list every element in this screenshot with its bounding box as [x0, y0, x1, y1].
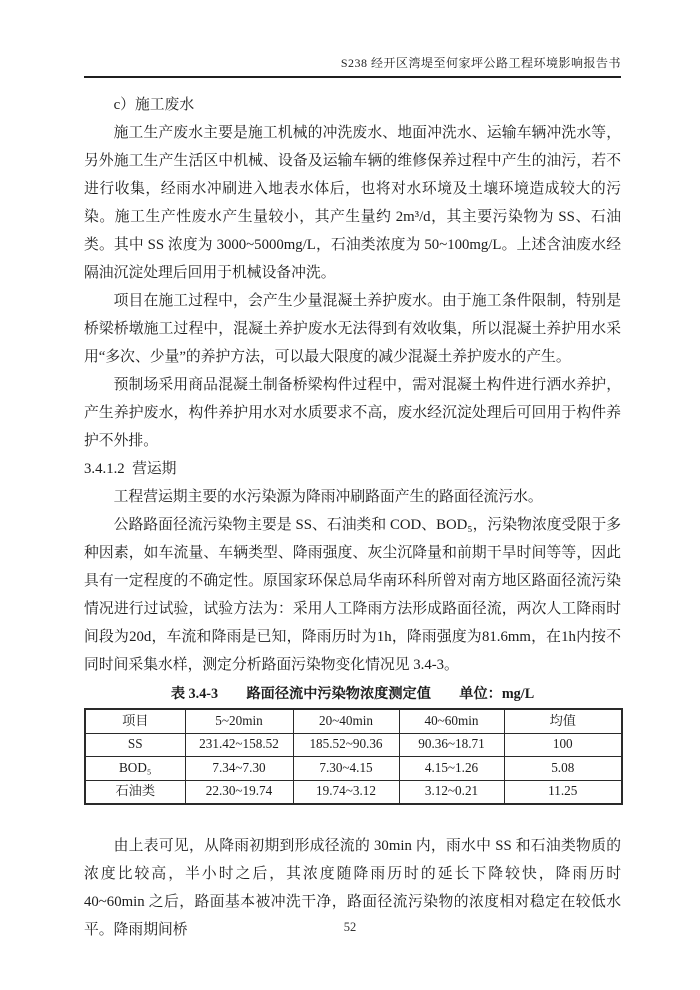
- paragraph-operation-source: 工程营运期主要的水污染源为降雨冲刷路面产生的路面径流污水。: [113, 489, 543, 505]
- cell-value: 19.74~3.12: [293, 780, 399, 804]
- table-caption: 表 3.4-3 路面径流中污染物浓度测定值 单位：mg/L: [170, 686, 535, 702]
- cell-value: 22.30~19.74: [185, 780, 293, 804]
- col-header-20-40min: 20~40min: [293, 709, 399, 733]
- paragraph-runoff-pollutants: 公路路面径流污染物主要是 SS、石油类和 COD、BOD₅，污染物浓度受限于多种因素，如车流量、车辆类型、降雨强度、灰尘沉降量和前期干旱时间等等，因此具有一定程度的不确定性。原国家环保总局华南环科所曾对南方地区路面径流污染情况进行过试验，试验方法为：采用人工降雨方法形成路面径流，两次人工降雨时间段为20d，车流和降雨是已知，降雨历时为1h，降雨强度为81.6mm，在1h内按不同时间采集水样，测定分析路面污染物变化情况见 3.4-3。: [84, 517, 621, 673]
- document-body: [84, 91, 621, 944]
- cell-value: 4.15~1.26: [399, 757, 504, 781]
- row-label-bod5: BOD₅: [85, 757, 185, 781]
- table-row: [85, 780, 622, 804]
- paragraph-construction-wastewater: 施工生产废水主要是施工机械的冲洗废水、地面冲洗水、运输车辆冲洗水等，另外施工生产生活区中机械、设备及运输车辆的维修保养过程中产生的油污，若不进行收集，经雨水冲刷进入地表水体后，也将对水环境及土壤环境造成较大的污染。施工生产性废水产生量较小，其产生量约 2m³/d，其主要污染物为 SS、石油类。其中 SS 浓度为 3000~5000mg/L，石油类浓度为 50~100mg/L。上述含油废水经隔油沉淀处理后回用于机械设备冲洗。: [84, 125, 621, 281]
- report-title: S238 经开区湾堤至何家坪公路工程环境影响报告书: [340, 56, 621, 70]
- cell-value: 100: [504, 733, 622, 757]
- cell-value: 231.42~158.52: [185, 733, 293, 757]
- row-label-petroleum: 石油类: [85, 780, 185, 804]
- page-header: [84, 54, 621, 78]
- col-header-5-20min: 5~20min: [185, 709, 293, 733]
- row-label-ss: SS: [85, 733, 185, 757]
- cell-value: 11.25: [504, 780, 622, 804]
- page-number: 52: [343, 920, 357, 934]
- table-header-row: [85, 709, 622, 733]
- paragraph-conclusion: 由上表可见，从降雨初期到形成径流的 30min 内，雨水中 SS 和石油类物质的浓度比较高，半小时之后，其浓度随降雨历时的延长下降较快，降雨历时 40~60min 之后，路面基本被冲洗干净，路面径流污染物的浓度相对稳定在较低水平。降雨期间桥: [84, 838, 621, 938]
- col-header-40-60min: 40~60min: [399, 709, 504, 733]
- page-footer: [0, 920, 700, 935]
- section-heading-3412: 3.4.1.2 营运期: [84, 461, 177, 477]
- cell-value: 90.36~18.71: [399, 733, 504, 757]
- table-row: [85, 733, 622, 757]
- cell-value: 7.30~4.15: [293, 757, 399, 781]
- table-row: [85, 757, 622, 781]
- item-c-heading: c）施工废水: [113, 97, 195, 113]
- cell-value: 5.08: [504, 757, 622, 781]
- cell-value: 185.52~90.36: [293, 733, 399, 757]
- runoff-pollutant-table: [84, 708, 623, 805]
- content-column: [84, 0, 621, 944]
- paragraph-concrete-curing: 项目在施工过程中，会产生少量混凝土养护废水。由于施工条件限制，特别是桥梁桥墩施工过程中，混凝土养护废水无法得到有效收集，所以混凝土养护用水采用“多次、少量”的养护方法，可以最大限度的减少混凝土养护废水的产生。: [84, 293, 621, 365]
- col-header-average: 均值: [504, 709, 622, 733]
- cell-value: 7.34~7.30: [185, 757, 293, 781]
- col-header-item: 项目: [85, 709, 185, 733]
- cell-value: 3.12~0.21: [399, 780, 504, 804]
- paragraph-precast-yard: 预制场采用商品混凝土制备桥梁构件过程中，需对混凝土构件进行洒水养护，产生养护废水，构件养护用水对水质要求不高，废水经沉淀处理后可回用于构件养护不外排。: [84, 377, 621, 449]
